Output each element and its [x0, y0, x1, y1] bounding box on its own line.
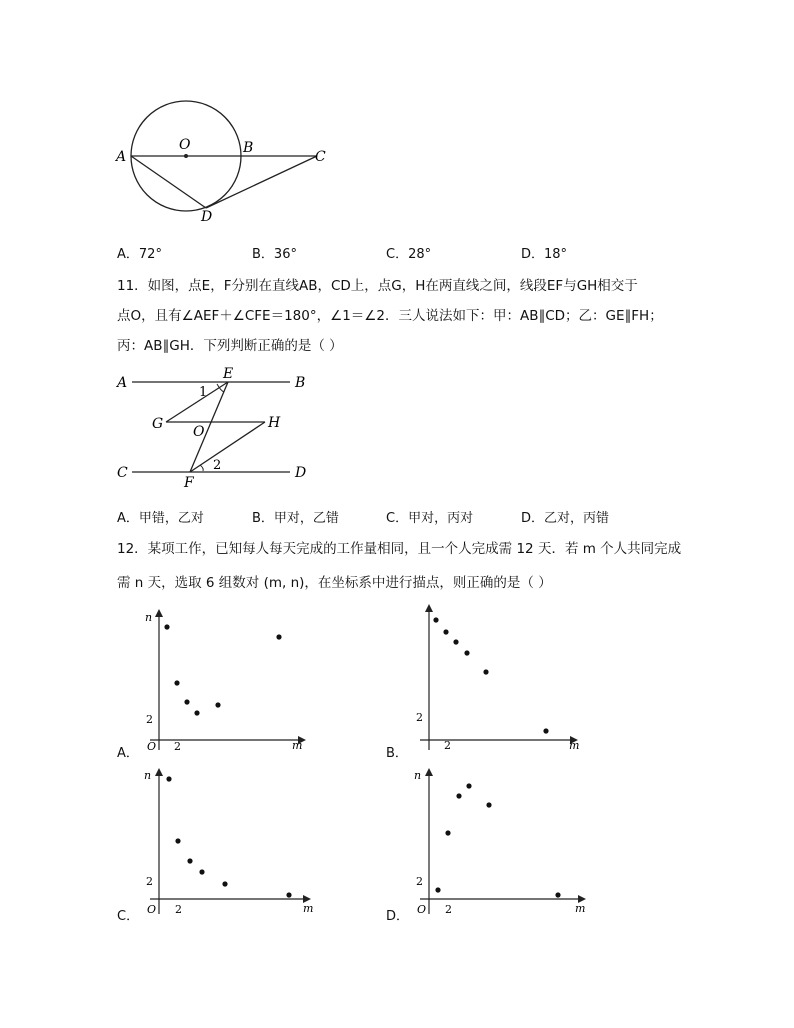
origin-label: O: [147, 740, 157, 750]
option-letter: B．: [252, 247, 274, 262]
x-tick-2: 2: [174, 740, 181, 750]
y-axis-label: n: [145, 611, 153, 624]
q11-label-2: 2: [213, 458, 222, 473]
q11-segment-ge: [166, 382, 228, 422]
data-point: [175, 838, 180, 843]
q12-graph-c: [140, 764, 320, 916]
q10-option-b[interactable]: [252, 243, 297, 262]
origin-label: O: [417, 903, 427, 916]
data-point: [199, 869, 204, 874]
data-point: [453, 639, 458, 644]
data-point: [486, 802, 491, 807]
x-axis-label: m: [292, 739, 303, 750]
data-point: [443, 629, 448, 634]
data-point: [194, 710, 199, 715]
q11-option-d[interactable]: [521, 507, 609, 526]
q11-label-b: B: [295, 375, 306, 391]
option-letter: A．: [117, 247, 139, 262]
option-letter: C．: [386, 247, 409, 262]
option-letter: B．: [252, 511, 274, 526]
y-tick-2: 2: [416, 875, 423, 888]
q12-graph-a: [140, 605, 310, 750]
y-axis-arrow: [155, 609, 163, 617]
y-tick-2: 2: [416, 711, 423, 724]
data-point: [464, 650, 469, 655]
data-point: [456, 793, 461, 798]
data-point: [445, 830, 450, 835]
x-axis-label: m: [575, 902, 586, 915]
q12-line-1: 12．某项工作，已知每人每天完成的工作量相同，且一个人完成需 12 天．若 m 个人共同完成: [117, 541, 682, 557]
q10-label-c: C: [315, 149, 326, 165]
q11-option-c[interactable]: [386, 507, 473, 526]
q11-label-d: D: [295, 465, 307, 481]
option-text: 18°: [544, 247, 568, 262]
q11-label-1: 1: [199, 385, 208, 400]
y-tick-2: 2: [146, 713, 153, 726]
x-axis-label: m: [303, 902, 314, 915]
q10-label-o: O: [179, 137, 191, 153]
q11-line-1: 11．如图，点E，F分别在直线AB，CD上，点G，H在两直线之间，线段EF与GH相交于: [117, 278, 638, 294]
x-tick-2: 2: [445, 903, 452, 916]
data-point: [483, 669, 488, 674]
x-tick-2: 2: [175, 903, 182, 916]
option-letter: D．: [521, 511, 545, 526]
q10-option-c[interactable]: [386, 243, 431, 262]
q11-label-a: A: [117, 375, 128, 391]
option-text: 甲错，乙对: [138, 511, 204, 526]
q12-option-c[interactable]: C．: [117, 909, 140, 924]
q10-label-a: A: [116, 149, 127, 165]
data-point: [184, 699, 189, 704]
q11-figure: [112, 365, 322, 490]
origin-label: O: [147, 903, 157, 916]
data-point: [543, 728, 548, 733]
option-text: 甲对，丙对: [408, 511, 474, 526]
q11-option-b[interactable]: [252, 507, 339, 526]
q11-label-g: G: [152, 416, 164, 432]
data-point: [215, 702, 220, 707]
q12-option-a[interactable]: A．: [117, 746, 139, 761]
option-text: 72°: [138, 247, 162, 262]
q11-label-c: C: [117, 465, 128, 481]
data-point: [222, 881, 227, 886]
data-point: [435, 887, 440, 892]
y-axis-arrow: [425, 604, 433, 612]
y-axis-label: n: [144, 769, 152, 782]
q11-label-f: F: [184, 475, 194, 490]
q12-graph-d: [410, 764, 590, 916]
q10-label-d: D: [201, 209, 213, 225]
data-point: [164, 624, 169, 629]
q12-graph-b: [410, 600, 580, 750]
option-letter: C．: [386, 511, 409, 526]
x-axis-label: m: [569, 739, 580, 750]
q11-line-3: 丙：AB∥GH．下列判断正确的是（ ）: [117, 338, 343, 354]
q10-segment-ad: [131, 156, 206, 208]
q11-label-h: H: [268, 415, 281, 431]
option-letter: A．: [117, 511, 139, 526]
q12-option-d[interactable]: D．: [386, 909, 410, 924]
q11-option-a[interactable]: [117, 507, 204, 526]
q10-option-a[interactable]: [117, 243, 162, 262]
y-tick-2: 2: [146, 875, 153, 888]
y-axis-label: n: [414, 769, 422, 782]
data-point: [166, 776, 171, 781]
q11-line-2: 点O，且有∠AEF＋∠CFE＝180°，∠1＝∠2．三人说法如下：甲：AB∥CD；乙：GE∥FH；: [117, 308, 663, 324]
q11-label-o: O: [193, 424, 205, 440]
data-point: [433, 617, 438, 622]
y-axis-arrow: [155, 768, 163, 776]
option-text: 36°: [273, 247, 297, 262]
q12-line-2: 需 n 天，选取 6 组数对 (m, n)，在坐标系中进行描点，则正确的是（ ）: [117, 575, 552, 591]
q12-option-b[interactable]: B．: [386, 746, 408, 761]
data-point: [466, 783, 471, 788]
x-tick-2: 2: [444, 739, 451, 750]
q10-label-b: B: [243, 140, 254, 156]
option-letter: D．: [521, 247, 545, 262]
data-point: [286, 892, 291, 897]
q10-segment-dc: [206, 156, 317, 208]
y-axis-arrow: [425, 768, 433, 776]
q10-center-dot: [184, 154, 188, 158]
q10-figure: [110, 95, 340, 230]
option-text: 甲对，乙错: [273, 511, 339, 526]
option-text: 乙对，丙错: [544, 511, 610, 526]
data-point: [276, 634, 281, 639]
data-point: [187, 858, 192, 863]
q11-label-e: E: [223, 366, 234, 382]
q11-angle-2-arc: [200, 465, 203, 471]
data-point: [555, 892, 560, 897]
option-text: 28°: [408, 247, 432, 262]
data-point: [174, 680, 179, 685]
q10-option-d[interactable]: [521, 243, 567, 262]
